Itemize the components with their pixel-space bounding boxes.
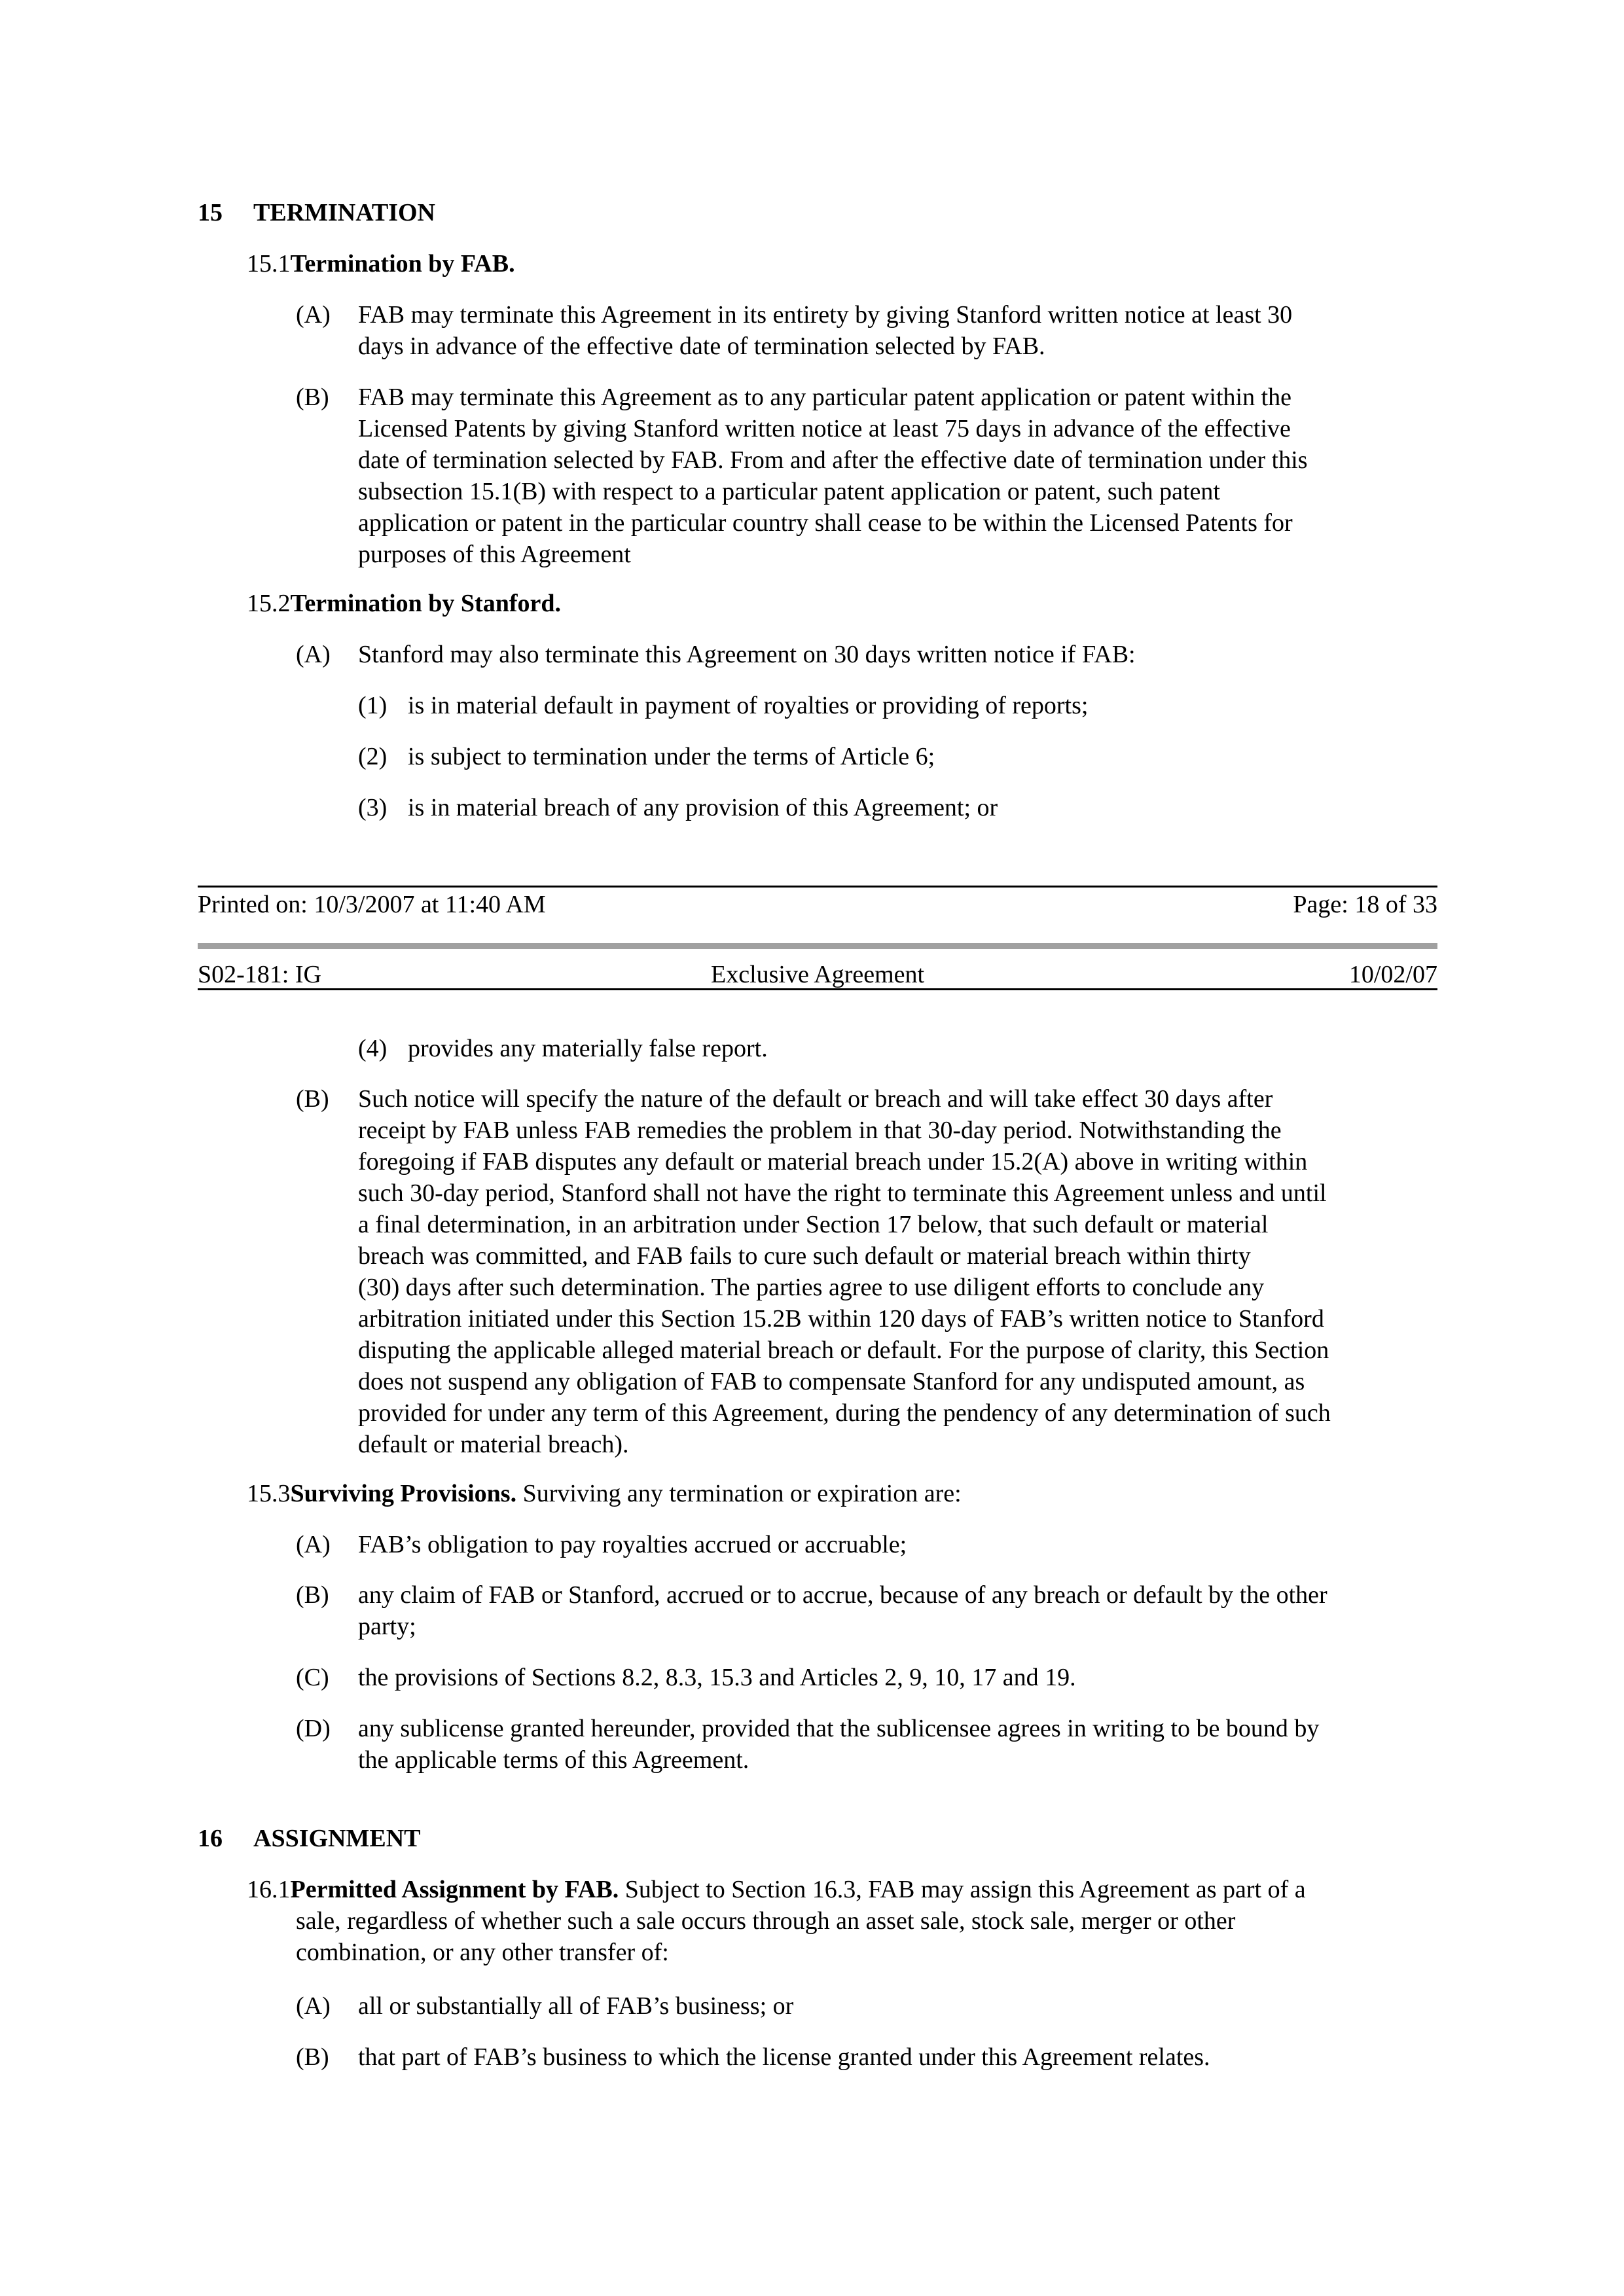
text-line: Such notice will specify the nature of the default or breach and will take effect 30 days after: [358, 1085, 1273, 1113]
section-title: TERMINATION: [253, 199, 435, 226]
text-line: any claim of FAB or Stanford, accrued or to accrue, because of any breach or default by the other: [358, 1581, 1327, 1609]
text-line: sale, regardless of whether such a sale occurs through an asset sale, stock sale, merger or other: [296, 1907, 1236, 1935]
item-text: is in material breach of any provision of this Agreement; or: [408, 794, 998, 821]
subsection-number: 15.1: [247, 250, 291, 278]
subsection-title: Termination by Stanford.: [290, 590, 561, 617]
text-line: breach was committed, and FAB fails to cure such default or material breach within thirty: [358, 1242, 1251, 1270]
item-label: (3): [358, 794, 388, 821]
item-text: is in material default in payment of royalties or providing of reports;: [408, 692, 1089, 719]
footer-page-number: Page: 18 of 33: [1293, 891, 1437, 918]
section-15-heading: [198, 197, 435, 228]
text-line: a final determination, in an arbitration under Section 17 below, that such default or material: [358, 1211, 1269, 1238]
text-line: purposes of this Agreement: [358, 541, 631, 568]
text-line: provided for under any term of this Agreement, during the pendency of any determination of such: [358, 1399, 1331, 1427]
text-line: application or patent in the particular country shall cease to be within the Licensed Patents for: [358, 509, 1293, 537]
clause-label: (B): [296, 2043, 329, 2071]
clause-text: [358, 299, 1445, 362]
text-line: receipt by FAB unless FAB remedies the problem in that 30-day period. Notwithstanding the: [358, 1117, 1282, 1144]
section-title: ASSIGNMENT: [253, 1825, 421, 1852]
footer-printed-on: Printed on: 10/3/2007 at 11:40 AM: [198, 891, 546, 918]
text-line: does not suspend any obligation of FAB to compensate Stanford for any undisputed amount, as: [358, 1368, 1305, 1395]
text-line: foregoing if FAB disputes any default or material breach under 15.2(A) above in writing within: [358, 1148, 1308, 1175]
text-line: subsection 15.1(B) with respect to a particular patent application or patent, such patent: [358, 478, 1220, 505]
clause-text: [358, 1083, 1448, 1460]
subsection-title: Surviving Provisions.: [290, 1480, 517, 1507]
text-line: arbitration initiated under this Section 15.2B within 120 days of FAB’s written notice to Stanford: [358, 1305, 1324, 1333]
text-line: FAB may terminate this Agreement as to any particular patent application or patent within the: [358, 384, 1292, 411]
text-line: combination, or any other transfer of:: [296, 1939, 669, 1966]
subsection-15-1-heading: [247, 248, 515, 279]
item-label: (4): [358, 1035, 388, 1062]
header-document-id: S02-181: IG: [198, 961, 321, 988]
text-line: the applicable terms of this Agreement.: [358, 1746, 749, 1774]
text-line: (30) days after such determination. The parties agree to use diligent efforts to conclude any: [358, 1274, 1265, 1301]
text-line: any sublicense granted hereunder, provided that the sublicensee agrees in writing to be bound by: [358, 1715, 1320, 1742]
text-line: FAB may terminate this Agreement in its entirety by giving Stanford written notice at least 30: [358, 301, 1293, 329]
item-label: (2): [358, 743, 388, 770]
clause-label: (A): [296, 1992, 331, 2020]
clause-text: [358, 1713, 1448, 1776]
clause-label: (B): [296, 1085, 329, 1113]
clause-text: that part of FAB’s business to which the license granted under this Agreement relates.: [358, 2043, 1210, 2071]
text-line: Subject to Section 16.3, FAB may assign this Agreement as part of a: [619, 1876, 1306, 1903]
text-line: FAB’s obligation to pay royalties accrued or accruable;: [358, 1531, 907, 1558]
section-number: 16: [198, 1825, 223, 1852]
clause-label: (A): [296, 301, 331, 329]
subsection-first-line: [247, 1874, 1445, 1905]
subsection-15-3-heading: [247, 1478, 962, 1509]
header-rule: [198, 988, 1437, 990]
text-line: such 30-day period, Stanford shall not have the right to terminate this Agreement unless and until: [358, 1179, 1327, 1207]
header-date: 10/02/07: [1348, 961, 1437, 988]
subsection-title: Termination by FAB.: [290, 250, 515, 278]
text-line: the provisions of Sections 8.2, 8.3, 15.3 and Articles 2, 9, 10, 17 and 19.: [358, 1664, 1076, 1691]
clause-text: [358, 1662, 1448, 1693]
item-label: (1): [358, 692, 388, 719]
page-separator: [198, 943, 1437, 949]
clause-label: (B): [296, 1581, 329, 1609]
footer-rule: [198, 886, 1437, 888]
subsection-15-2-heading: [247, 588, 561, 619]
subsection-number: 15.3: [247, 1480, 291, 1507]
clause-label: (B): [296, 384, 329, 411]
section-16-heading: [198, 1823, 421, 1854]
subsection-number: 16.1: [247, 1876, 291, 1903]
header-document-title: Exclusive Agreement: [711, 961, 925, 988]
clause-label: (C): [296, 1664, 329, 1691]
clause-text: Stanford may also terminate this Agreement on 30 days written notice if FAB:: [358, 641, 1136, 668]
text-line: date of termination selected by FAB. From and after the effective date of termination under this: [358, 446, 1308, 474]
clause-label: (A): [296, 1531, 331, 1558]
clause-text: [358, 1579, 1448, 1642]
subsection-text: Surviving any termination or expiration are:: [516, 1480, 962, 1507]
text-line: Licensed Patents by giving Stanford written notice at least 75 days in advance of the effective: [358, 415, 1291, 442]
section-number: 15: [198, 199, 223, 226]
clause-text: all or substantially all of FAB’s business; or: [358, 1992, 794, 2020]
item-text: provides any materially false report.: [408, 1035, 768, 1062]
item-text: is subject to termination under the terms of Article 6;: [408, 743, 935, 770]
subsection-number: 15.2: [247, 590, 291, 617]
subsection-title: Permitted Assignment by FAB.: [290, 1876, 619, 1903]
text-line: default or material breach).: [358, 1431, 629, 1458]
text-line: party;: [358, 1613, 416, 1640]
clause-label: (A): [296, 641, 331, 668]
text-line: disputing the applicable alleged material breach or default. For the purpose of clarity, this Section: [358, 1336, 1329, 1364]
clause-text: [358, 382, 1445, 570]
subsection-16-1: [247, 1874, 1445, 1968]
clause-label: (D): [296, 1715, 331, 1742]
clause-text: [358, 1529, 1448, 1560]
text-line: days in advance of the effective date of termination selected by FAB.: [358, 332, 1045, 360]
